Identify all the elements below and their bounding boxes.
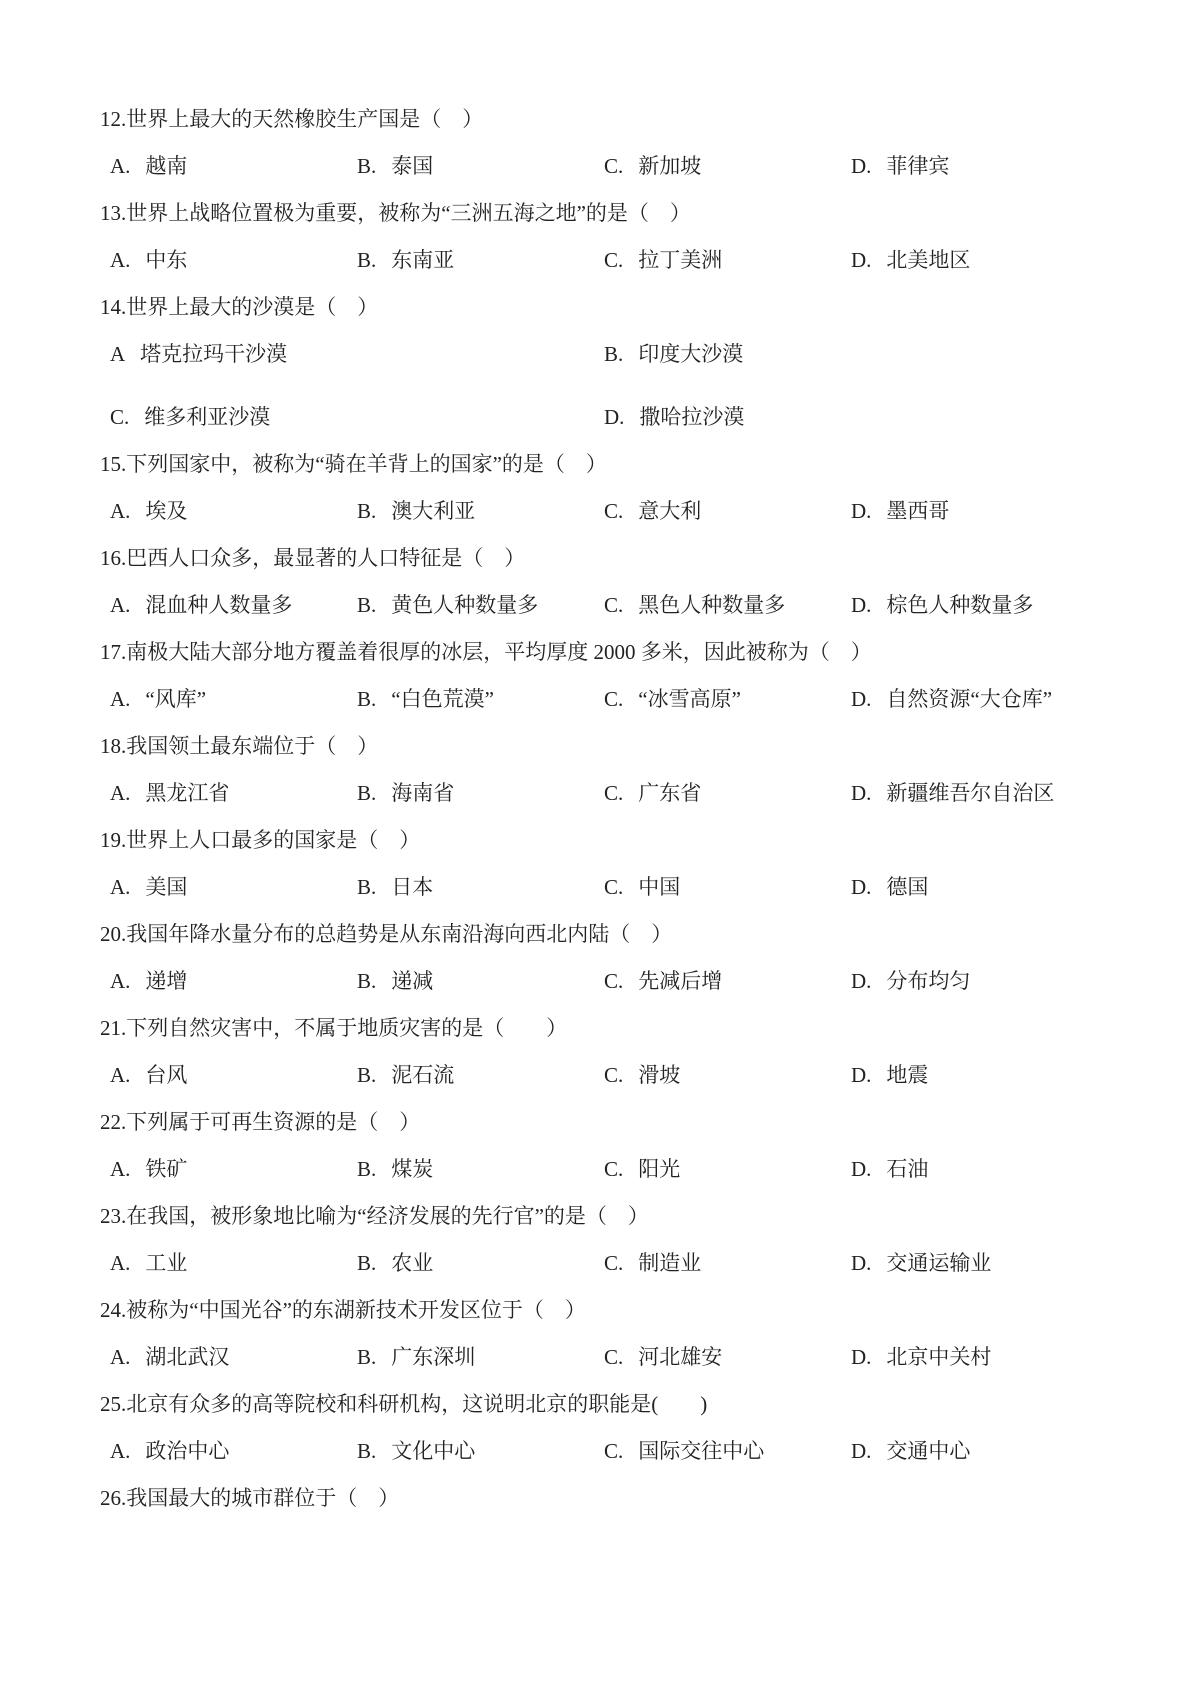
- q18-option-b-label: B.: [357, 781, 377, 805]
- q16-options: [100, 591, 1112, 638]
- q16-option-d-text: 棕色人种数量多: [886, 593, 1034, 617]
- q22-option-b-text: 煤炭: [391, 1157, 434, 1181]
- q12-option-b: [357, 152, 604, 199]
- q20-option-c-label: C.: [604, 969, 624, 993]
- q24-option-b-label: B.: [357, 1345, 377, 1369]
- q23-option-a-text: 工业: [145, 1251, 188, 1275]
- q23-options: [100, 1249, 1112, 1296]
- q14-option-d: [604, 403, 1112, 450]
- q21-option-d-text: 地震: [886, 1063, 929, 1087]
- q15-option-a: [110, 497, 357, 544]
- q12-option-d: [851, 152, 1112, 199]
- q19-option-b: [357, 873, 604, 920]
- q22-option-a-label: A.: [110, 1157, 131, 1181]
- q13-option-a-text: 中东: [145, 248, 188, 272]
- q13-stem: 13.世界上战略位置极为重要，被称为“三洲五海之地”的是（ ）: [100, 201, 691, 225]
- q24-option-c-label: C.: [604, 1345, 624, 1369]
- q17-option-c: [604, 685, 851, 732]
- q23-option-b-text: 农业: [391, 1251, 434, 1275]
- q22-option-c: [604, 1155, 851, 1202]
- q25-option-b-text: 文化中心: [391, 1439, 476, 1463]
- q23-option-b-label: B.: [357, 1251, 377, 1275]
- q25-option-c-label: C.: [604, 1439, 624, 1463]
- q18-option-b-text: 海南省: [391, 781, 455, 805]
- q17-option-b-label: B.: [357, 687, 377, 711]
- q12-option-d-label: D.: [851, 154, 872, 178]
- q13-option-c-label: C.: [604, 248, 624, 272]
- q23-stem: 23.在我国，被形象地比喻为“经济发展的先行官”的是（ ）: [100, 1204, 649, 1228]
- q18-stem: 18.我国领土最东端位于（ ）: [100, 734, 379, 758]
- q23-option-b: [357, 1249, 604, 1296]
- q13-options: [100, 246, 1112, 293]
- q16-option-d-label: D.: [851, 593, 872, 617]
- q14-option-d-label: D.: [604, 405, 625, 429]
- q19-option-a-label: A.: [110, 875, 131, 899]
- q15-option-d-text: 墨西哥: [886, 499, 950, 523]
- q21-option-b: [357, 1061, 604, 1108]
- q21-option-c: [604, 1061, 851, 1108]
- q21-option-b-label: B.: [357, 1063, 377, 1087]
- q19-option-b-text: 日本: [391, 875, 434, 899]
- q19-option-d-text: 德国: [886, 875, 929, 899]
- q12-option-c-label: C.: [604, 154, 624, 178]
- q21-option-a-label: A.: [110, 1063, 131, 1087]
- q23-option-d-text: 交通运输业: [886, 1251, 992, 1275]
- q24-option-d-text: 北京中关村: [886, 1345, 992, 1369]
- q24-options: [100, 1343, 1112, 1390]
- q24-option-c: [604, 1343, 851, 1390]
- q16-option-a-label: A.: [110, 593, 131, 617]
- q13-option-d: [851, 246, 1112, 293]
- q18-option-c: [604, 779, 851, 826]
- q21-options: [100, 1061, 1112, 1108]
- q14-option-d-text: 撒哈拉沙漠: [639, 405, 745, 429]
- q16-option-c-text: 黑色人种数量多: [638, 593, 786, 617]
- q25-option-a: [110, 1437, 357, 1484]
- q20-option-c-text: 先减后增: [638, 969, 723, 993]
- q14-option-c-label: C.: [110, 405, 130, 429]
- q22-stem: 22.下列属于可再生资源的是（ ）: [100, 1110, 421, 1134]
- q20-option-a-label: A.: [110, 969, 131, 993]
- q15-option-c-label: C.: [604, 499, 624, 523]
- q16-option-a-text: 混血种人数量多: [145, 593, 293, 617]
- q20-stem: 20.我国年降水量分布的总趋势是从东南沿海向西北内陆（ ）: [100, 922, 673, 946]
- q13-option-a-label: A.: [110, 248, 131, 272]
- q24-option-a: [110, 1343, 357, 1390]
- q16-option-c: [604, 591, 851, 638]
- q23-option-a: [110, 1249, 357, 1296]
- q24-option-a-text: 湖北武汉: [145, 1345, 230, 1369]
- q16-option-a: [110, 591, 357, 638]
- q18-option-d-text: 新疆维吾尔自治区: [886, 781, 1055, 805]
- q16-option-b-text: 黄色人种数量多: [391, 593, 539, 617]
- q21-stem: 21.下列自然灾害中，不属于地质灾害的是（ ）: [100, 1016, 568, 1040]
- q20-option-a: [110, 967, 357, 1014]
- q14-option-a-text: 塔克拉玛干沙漠: [140, 342, 288, 366]
- q16-option-c-label: C.: [604, 593, 624, 617]
- q22-option-c-label: C.: [604, 1157, 624, 1181]
- q22-option-a: [110, 1155, 357, 1202]
- q25-option-a-text: 政治中心: [145, 1439, 230, 1463]
- q18-option-a-text: 黑龙江省: [145, 781, 230, 805]
- q20-option-d-label: D.: [851, 969, 872, 993]
- q19-option-a-text: 美国: [145, 875, 188, 899]
- q18-option-a: [110, 779, 357, 826]
- q20-options: [100, 967, 1112, 1014]
- q15-option-b-label: B.: [357, 499, 377, 523]
- q17-option-d-label: D.: [851, 687, 872, 711]
- q14-option-c-text: 维多利亚沙漠: [144, 405, 271, 429]
- q24-stem: 24.被称为“中国光谷”的东湖新技术开发区位于（ ）: [100, 1298, 586, 1322]
- q14-option-b: [604, 340, 1112, 387]
- q15-option-a-text: 埃及: [145, 499, 188, 523]
- q22-option-b-label: B.: [357, 1157, 377, 1181]
- q24-option-c-text: 河北雄安: [638, 1345, 723, 1369]
- q19-option-c: [604, 873, 851, 920]
- q15-option-a-label: A.: [110, 499, 131, 523]
- q22-option-a-text: 铁矿: [145, 1157, 188, 1181]
- q15-options: [100, 497, 1112, 544]
- q15-option-c: [604, 497, 851, 544]
- q19-option-a: [110, 873, 357, 920]
- q20-option-b-label: B.: [357, 969, 377, 993]
- q23-option-a-label: A.: [110, 1251, 131, 1275]
- q22-option-d-text: 石油: [886, 1157, 929, 1181]
- q12-option-b-label: B.: [357, 154, 377, 178]
- q23-option-d: [851, 1249, 1112, 1296]
- q19-options: [100, 873, 1112, 920]
- q25-option-d-label: D.: [851, 1439, 872, 1463]
- q25-option-c-text: 国际交往中心: [638, 1439, 765, 1463]
- q15-option-d: [851, 497, 1112, 544]
- q12-option-c-text: 新加坡: [638, 154, 702, 178]
- q14-options-row2: [100, 403, 1112, 450]
- q21-option-a-text: 台风: [145, 1063, 188, 1087]
- q19-stem: 19.世界上人口最多的国家是（ ）: [100, 828, 421, 852]
- q12-option-a: [110, 152, 357, 199]
- q17-options: [100, 685, 1112, 732]
- q16-option-d: [851, 591, 1112, 638]
- q17-option-d: [851, 685, 1112, 732]
- q17-option-c-text: “冰雪高原”: [638, 687, 741, 711]
- q18-options: [100, 779, 1112, 826]
- q12-option-a-label: A.: [110, 154, 131, 178]
- q23-option-c: [604, 1249, 851, 1296]
- q18-option-b: [357, 779, 604, 826]
- q13-option-d-label: D.: [851, 248, 872, 272]
- q24-option-d-label: D.: [851, 1345, 872, 1369]
- q17-stem: 17.南极大陆大部分地方覆盖着很厚的冰层，平均厚度 2000 多米，因此被称为（ ）: [100, 640, 872, 664]
- q25-option-a-label: A.: [110, 1439, 131, 1463]
- q12-option-a-text: 越南: [145, 154, 188, 178]
- q15-option-d-label: D.: [851, 499, 872, 523]
- q25-option-d-text: 交通中心: [886, 1439, 971, 1463]
- q20-option-c: [604, 967, 851, 1014]
- q18-option-c-label: C.: [604, 781, 624, 805]
- q23-option-c-label: C.: [604, 1251, 624, 1275]
- q12-option-b-text: 泰国: [391, 154, 434, 178]
- q17-option-a: [110, 685, 357, 732]
- q19-option-c-label: C.: [604, 875, 624, 899]
- q19-option-d-label: D.: [851, 875, 872, 899]
- q19-option-c-text: 中国: [638, 875, 681, 899]
- q14-option-a: [110, 340, 604, 387]
- q14-option-a-label: A: [110, 342, 126, 366]
- q22-option-d: [851, 1155, 1112, 1202]
- q24-option-b-text: 广东深圳: [391, 1345, 476, 1369]
- q21-option-c-text: 滑坡: [638, 1063, 681, 1087]
- q12-stem: 12.世界上最大的天然橡胶生产国是（ ）: [100, 107, 484, 131]
- q12-option-d-text: 菲律宾: [886, 154, 950, 178]
- q21-option-c-label: C.: [604, 1063, 624, 1087]
- q16-option-b-label: B.: [357, 593, 377, 617]
- q22-option-b: [357, 1155, 604, 1202]
- q14-option-b-label: B.: [604, 342, 624, 366]
- q25-option-c: [604, 1437, 851, 1484]
- q15-option-b: [357, 497, 604, 544]
- q25-stem: 25.北京有众多的高等院校和科研机构，这说明北京的职能是( ): [100, 1392, 708, 1416]
- q22-option-c-text: 阳光: [638, 1157, 681, 1181]
- q26-stem: 26.我国最大的城市群位于（ ）: [100, 1486, 400, 1510]
- q25-option-d: [851, 1437, 1112, 1484]
- q25-option-b-label: B.: [357, 1439, 377, 1463]
- q13-option-a: [110, 246, 357, 293]
- q20-option-d: [851, 967, 1112, 1014]
- q14-option-b-text: 印度大沙漠: [638, 342, 744, 366]
- q21-option-a: [110, 1061, 357, 1108]
- q17-option-b-text: “白色荒漠”: [391, 687, 494, 711]
- q18-option-a-label: A.: [110, 781, 131, 805]
- q22-option-d-label: D.: [851, 1157, 872, 1181]
- q18-option-d-label: D.: [851, 781, 872, 805]
- q20-option-a-text: 递增: [145, 969, 188, 993]
- q17-option-b: [357, 685, 604, 732]
- q18-option-c-text: 广东省: [638, 781, 702, 805]
- q12-option-c: [604, 152, 851, 199]
- q22-options: [100, 1155, 1112, 1202]
- q14-stem: 14.世界上最大的沙漠是（ ）: [100, 295, 379, 319]
- q17-option-c-label: C.: [604, 687, 624, 711]
- q25-option-b: [357, 1437, 604, 1484]
- q23-option-c-text: 制造业: [638, 1251, 702, 1275]
- q13-option-b-text: 东南亚: [391, 248, 455, 272]
- q19-option-b-label: B.: [357, 875, 377, 899]
- q13-option-b-label: B.: [357, 248, 377, 272]
- q17-option-d-text: 自然资源“大仓库”: [886, 687, 1053, 711]
- q23-option-d-label: D.: [851, 1251, 872, 1275]
- q21-option-b-text: 泥石流: [391, 1063, 455, 1087]
- q25-options: [100, 1437, 1112, 1484]
- q16-option-b: [357, 591, 604, 638]
- q24-option-b: [357, 1343, 604, 1390]
- q12-options: [100, 152, 1112, 199]
- q14-options-row1: [100, 340, 1112, 387]
- q17-option-a-label: A.: [110, 687, 131, 711]
- q13-option-c: [604, 246, 851, 293]
- q16-stem: 16.巴西人口众多，最显著的人口特征是（ ）: [100, 546, 526, 570]
- q18-option-d: [851, 779, 1112, 826]
- q13-option-d-text: 北美地区: [886, 248, 971, 272]
- q21-option-d-label: D.: [851, 1063, 872, 1087]
- q15-stem: 15.下列国家中，被称为“骑在羊背上的国家”的是（ ）: [100, 452, 607, 476]
- q20-option-d-text: 分布均匀: [886, 969, 971, 993]
- q13-option-b: [357, 246, 604, 293]
- q19-option-d: [851, 873, 1112, 920]
- q21-option-d: [851, 1061, 1112, 1108]
- q20-option-b-text: 递减: [391, 969, 434, 993]
- q24-option-a-label: A.: [110, 1345, 131, 1369]
- q14-option-c: [110, 403, 604, 450]
- q15-option-c-text: 意大利: [638, 499, 702, 523]
- q17-option-a-text: “风库”: [145, 687, 207, 711]
- q24-option-d: [851, 1343, 1112, 1390]
- q13-option-c-text: 拉丁美洲: [638, 248, 723, 272]
- q15-option-b-text: 澳大利亚: [391, 499, 476, 523]
- q20-option-b: [357, 967, 604, 1014]
